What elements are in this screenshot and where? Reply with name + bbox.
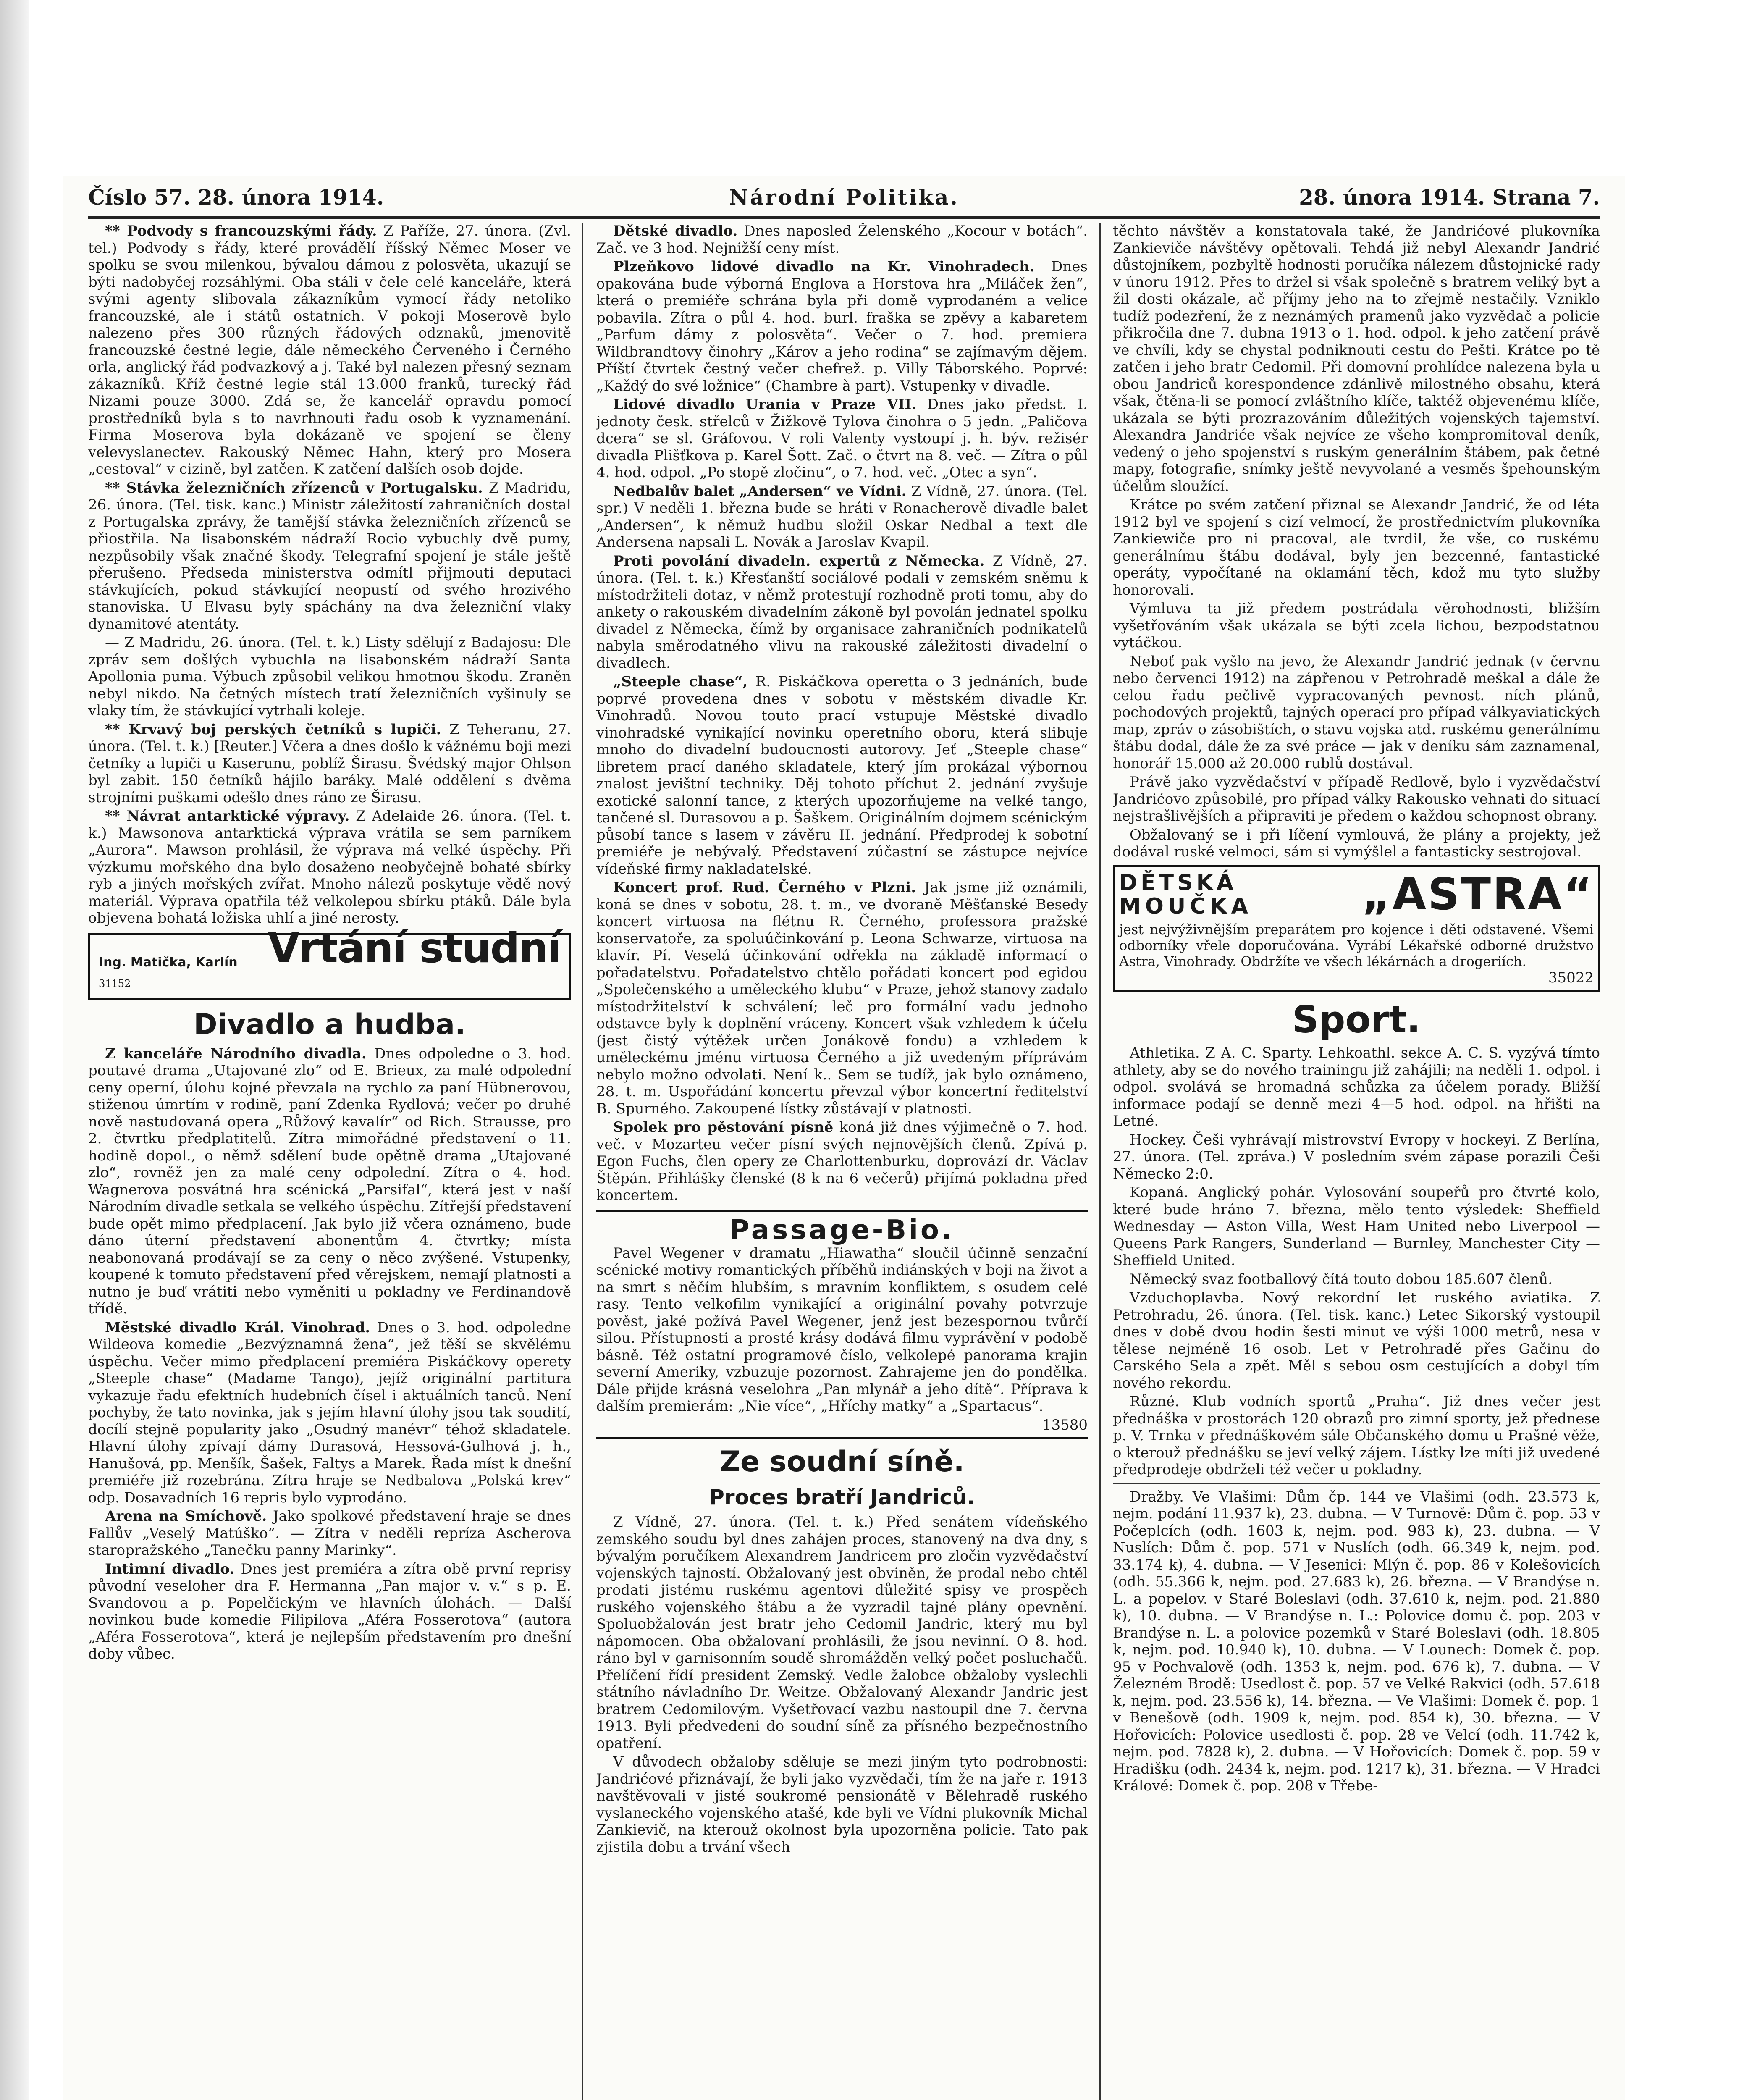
item-andersen: Nedbalův balet „Andersen“ ve Vídni. Z Vídně, 27. února. (Tel. spr.) V neděli 1. března bude se hráti v Ronacherově divadle balet „Andersen“, k němuž hudbu složil Oskar Nedbal a text dle Andersena napsali L. Novák a Jaroslav Kvapil. bbox=[596, 483, 1088, 551]
section-court: Ze soudní síně. bbox=[719, 1445, 965, 1478]
ad-astra-line2: MOUČKA bbox=[1119, 893, 1252, 919]
theatre-vinohrady: Městské divadlo Král. Vinohrad. Dnes o 3. hod. odpoledne Wildeova komedie „Bezvýznamná žena“, jež těší se skvělému úspěchu. Večer mimo předplacení premiéra Piskáčkovy operety „Steeple chase“ (Madame Tango), jejíž originální partitura vykazuje řadu efektních hudebních čísel i aktuálních tanců. Není pochyby, že tato novinka, jak s jejím hlavní úlohy jsou tak soudití, docílí stejně popularity jako „Osudný manévr“ téhož skladatele. Hlavní úlohy zpívají dámy Durasová, Hessová-Gulhová j. h., Hanušová, pp. Menšík, Šašek, Faltys a Marek. Řada míst k dnešní premiéře již rozebrána. Zítra hraje se Nedbalova „Polská krev“ odp. Dosavadních 16 repris bylo vyprodáno. bbox=[88, 1319, 571, 1506]
header-rule bbox=[88, 216, 1600, 219]
section-theatre: Divadlo a hudba. bbox=[194, 1008, 466, 1041]
column-2 bbox=[596, 223, 1088, 2100]
item-urania: Lidové divadlo Urania v Praze VII. Dnes jako předst. I. jednoty česk. střelců v Žižkově Tylova činohra o 5 jedn. „Paličova dcera“ se sl. Gráfovou. V roli Valenty vystoupí j. h. býv. režisér divadla Plišťkova p. Karel Šott. Zač. o čtvrt na 8. več. — Zítra o půl 4. hod. odpol. „Po stopě zločinu“, o 7. hod. več. „Otec a syn“. bbox=[596, 396, 1088, 481]
masthead bbox=[88, 185, 1600, 214]
paper-title: Národní Politika. bbox=[729, 185, 959, 210]
ad-astra bbox=[1113, 865, 1600, 993]
column-rule-2 bbox=[1099, 223, 1101, 2100]
column-3 bbox=[1113, 223, 1600, 2100]
article-portugal-strike: ** Stávka železničních zřízenců v Portugalsku. Z Madridu, 26. února. (Tel. tisk. kanc.) Ministr záležitostí zahraničních dostal z Portugalska zprávy, že tamější stávka železničních zřízenců se přiostřila. Na lisabonském nádraží Rocio vybuchly dvě pumy, nezpůsobily však značné škody. Telegrafní spojení je stále ještě přerušeno. Předseda ministerstva odmítl přijmouti deputaci stávkujících, pokud stávkující neopustí od svého hrozivého stanoviska. U Elvasu byly spáchány na dva železniční vlaky dynamitové atentáty. bbox=[88, 479, 571, 633]
court-body-2: V důvodech obžaloby sděluje se mezi jiným tyto podrobnosti: Jandrićové přiznávají, že byli jako vyzvědači, tím že na jaře r. 1913 navštěvovali v jisté soukromé pensionátě v Bělehradě ruského vyslaneckého vojenského atašé, kde byli ve Vídni plukovník Michal Zankievič, na kterouž okolnost byla upozorněna policie. Tato pak zjistila dobu a trvání všech bbox=[596, 1754, 1088, 1856]
sport-aviation: Vzduchoplavba. Nový rekordní let ruského aviatika. Z Petrohradu, 26. února. (Tel. tisk. kanc.) Letec Sikorský vystoupil dnes v době dvou hodin šesti minut ve výši 1000 metrů, nesa v tělese nejméně 16 osob. Let v Petrohradě přes Gačinu do Carského Sela a zpět. Měl s sebou osm cestujících a dobyl tím nového rekordu. bbox=[1113, 1289, 1600, 1391]
sport-football: Kopaná. Anglický pohár. Vylosování soupeřů pro čtvrté kolo, které bude hráno 7. března, mělo tento výsledek: Sheffield Wednesday — Aston Villa, West Ham United nebo Liverpool — Queens Park Rangers, Sunderland — Burnley, Manchester City — Sheffield United. bbox=[1113, 1184, 1600, 1269]
newspaper-page bbox=[63, 176, 1625, 2100]
scan-edge bbox=[0, 0, 29, 2100]
court-cont-1: těchto návštěv a konstatovala také, že Jandrićové plukovníka Zankieviče návštěvy opětovali. Tehdá již nebyl Alexandr Jandrić důstojníkem, pozbyltě hodnosti poručíka nálezem důstojnické rady v únoru 1912. Přes to držel si však společně s bratrem veliký byt a žil dosti okázale, ač příjmy jeho na to zřejmě nestačily. Vzniklo tudíž podezření, že z neznámých pramenů jako vyzvědač a policie přikročila dne 7. dubna 1913 o 1. hod. odpol. k jeho zatčení právě ve chvíli, kdy se chystal podniknouti cestu do Pešti. Krátce po tě zatčen i jeho bratr Cedomil. Při domovní prohlídce nalezena byla u obou Jandriců korespondence zdánlivě milostného obsahu, která však, čtěna-li se pomocí zvláštního klíče, taktéž objevenému klíče, ukázala se býti prozrazováním důležitých vojenských tajemství. Alexandra Jandriće však nejvíce ze všeho kompromitoval deník, vedený o jeho spojenství s ruským generálním štábem, pak četné mapy, fotografie, snímky ještě nevyvolané a vesměs špehounským účelům sloužící. bbox=[1113, 223, 1600, 495]
ad-astra-line1: DĚTSKÁ bbox=[1119, 870, 1237, 895]
theatre-arena: Arena na Smíchově. Jako spolkové představení hraje se dnes Fallův „Veselý Matúško“. — Zítra v neděli repríza Ascherova staropražského „Tanečku panny Marinky“. bbox=[88, 1508, 571, 1559]
column-1 bbox=[88, 223, 571, 2100]
court-body-1: Z Vídně, 27. února. (Tel. t. k.) Před senátem vídeňského zemského soudu byl dnes zahájen proces, stanovený na dva dny, s bývalým poručíkem Alexandrem Jandricem pro zločin vyzvědačství vojenských tajností. Obžalovaný jest obviněn, že prodal nebo chtěl prodati jistému ruskému agentovi důležité spisy ve prospěch ruského vojenského štábu a že vyzradil tajné plány opevnění. Spoluobžalován jest bratr jeho Cedomil Jandric, který mu byl nápomocen. Oba obžalovaní prohlásili, že jsou nevinní. O 8. hod. ráno byl v garnisonním soudě shromážděn velký počet posluchačů. Přelíčení řídí president Zemský. Vedle žalobce obžaloby vyslechli státního návladního Dr. Weitze. Obžalovaný Alexandr Jandric jest bratrem Cedomilovým. Vyšetřovací vazbu nastoupil dne 7. června 1913. Byli předvedeni do soudní síně za přísného bezpečnostního opatření. bbox=[596, 1514, 1088, 1752]
ad-company: Ing. Matička, Karlín bbox=[99, 955, 238, 970]
theatre-intimni: Intimní divadlo. Dnes jest premiéra a zítra obě první reprisy původní veseloher dra F. Hermanna „Pan major v. v.“ s p. E. Svandovou a p. Popelčickým ve hlavních úlohách. — Další novinkou bude komedie Filipilova „Aféra Fosserotova“ (autora „Aféra Fosserotova“, která je nejlepším představením pro dnešní doby vůbec. bbox=[88, 1560, 571, 1662]
date-page: 28. února 1914. Strana 7. bbox=[1299, 185, 1600, 210]
article-persia: ** Krvavý boj perských četníků s lupiči. Z Teheranu, 27. února. (Tel. t. k.) [Reuter.] Včera a dnes došlo k vážnému boji mezi četníky a lupiči u Kaserunu, poblíž Širasu. Švédský major Ohlson byl zabit. 150 četníků hájilo baráky. Malé oddělení s dvěma strojními puškami odešlo dnes ráno ze Širasu. bbox=[88, 721, 571, 806]
item-experts: Proti povolání divadeln. expertů z Německa. Z Vídně, 27. února. (Tel. t. k.) Křesťanští sociálové podali v zemském sněmu k místodržiteli dotaz, v němž protestují rozhodně proti tomu, aby do ankety o rakouském divadelním zákoně byl povolán jednatel spolku divadel z Německa, čímž by organisace zahraničních podnikatelů nabyla směrodatného vlivu na rakouské záležitosti divadelní o divadlech. bbox=[596, 552, 1088, 672]
theatre-national: Z kanceláře Národního divadla. Dnes odpoledne o 3. hod. poutavé drama „Utajované zlo“ od E. Brieux, za malé odpolední ceny operní, úlohu kojné převzala na rychlo za paní Hübnerovou, stiženou úmrtím v rodině, paní Zdenka Rydlová; večer po druhé nově nastudovaná opera „Růžový kavalír“ od Rich. Strausse, pro 2. čtvrtku předplatitelů. Zítra mimořádné představení o 11. hodině dopol., o němž sdělení bude opětně drama „Utajované zlo“, rovněž jen za malé ceny odpolední. Zítra o 4. hod. Wagnerova posvátná hra scénická „Parsifal“, která jest v naší Národním divadle setkala se velkého úspěchu. Zítřejší představení bude opět mimo předplacení. Jak bylo již včera oznámeno, bude dáno úterní představení abonentům 4. čtvrtky; místa neabonovaná prodávají se za ceny o něco zvýšené. Vstupenky, koupené k tomuto představení před věrejskem, nemají platnosti a nutno je buď vrátiti nebo vyměniti u pokladny ve Ferdinandově třídě. bbox=[88, 1045, 571, 1317]
sport-athletics: Athletika. Z A. C. Sparty. Lehkoathl. sekce A. C. S. vyzývá tímto athlety, aby se do nového trainingu již zahájili; na neděli 1. odpol. i odpol. svolává se hromadná schůzka za účelem porady. Bližší informace podají se denně mezi 4—5 hod. odpol. na hřišti na Letné. bbox=[1113, 1045, 1600, 1129]
ad-passage-bio-title: Passage-Bio. bbox=[729, 1214, 955, 1246]
court-cont-6: Obžalovaný se i při líčení vymlouvá, že plány a projekty, jež dodával ruské velmoci, sám si vymýšlel a fantasticky sestrojoval. bbox=[1113, 826, 1600, 860]
divider bbox=[1113, 1483, 1600, 1484]
issue-number: Číslo 57. 28. února 1914. bbox=[88, 185, 384, 210]
section-sport: Sport. bbox=[1292, 998, 1421, 1041]
ad-code: 31152 bbox=[99, 977, 131, 990]
item-concert-plzen: Koncert prof. Rud. Černého v Plzni. Jak jsme již oznámili, koná se dnes v sobotu, 28. t. m., ve dvoraně Měšťanské Besedy koncert virtuosa na flétnu R. Černého, professora pražské konservatoře, za spoluúčinkování p. Leona Schwarze, virtuosa na klavír. Pí. Veselá účinkování odřekla na základě informací o pořadatelstvu. Pořadatelstvo chtělo pořádati koncert pod egidou „Společenského a uměleckého klubu“ v Praze, jehož stanovy zadalo místodržitelství k schválení; leč pro formální vadu jednoho odstavce byly k doplnění vráceny. Koncert však vzhledem k účelu (jest čistý výtěžek určen Jonákově fondu) a vzhledem k uměleckému jménu virtuosa Černého a již uvedeným příprávám nebylo možno odvolati. Není k.. Sem se tudíž, jak bylo oznámeno, 28. t. m. Uspořádání koncertu převzal výbor koncertní ředitelství B. Spurného. Zakoupené lístky zůstávají v platnosti. bbox=[596, 879, 1088, 1117]
court-cont-2: Krátce po svém zatčení přiznal se Alexandr Jandrić, že od léta 1912 byl ve spojení s cizí velmocí, že prostřednictvím plukovníka Zankiewiče pro ni pracoval, ale tvrdil, že vše, co ruskému generálnímu štábu dodával, byly jen bezcenné, fantastické operáty, vypočítané na oklamání těch, kdož mu tyto služby honorovali. bbox=[1113, 496, 1600, 598]
court-subtitle: Proces bratří Jandriců. bbox=[709, 1485, 975, 1509]
item-childrens-theatre: Dětské divadlo. Dnes naposled Želenského „Kocour v botách“. Zač. ve 3 hod. Nejnižší ceny míst. bbox=[596, 223, 1088, 257]
item-song-society: Spolek pro pěstování písně koná již dnes výjimečně o 7. hod. več. v Mozarteu večer písní svých nejnovějších členů. Zpívá p. Egon Fuchs, člen opery ze Charlottenburku, doprovází dr. Václav Štěpán. Přihlášky členské (8 k na 6 večerů) přijímá pokladna před koncertem. bbox=[596, 1119, 1088, 1204]
ad-passage-bio-body: Pavel Wegener v dramatu „Hiawatha“ sloučil účinně senzační scénické motivy romantických příběhů indiánských v boji na život a na smrt s něčím hlubším, s mravním konfliktem, s osudem celé rasy. Tento velkofilm vynikající a originální povahy potvrzuje pověst, jaké požívá Pavel Wegener, jenž jest bezespornou tvůrčí silou. Přístupnosti a prosté krásy dodává filmu vyprávění v podobě básně. Též ostatní programové číslo, velkolepé panorama krajin severní Ameriky, vzbuzuje pozornost. Zahrajeme jen do pondělka. Dále přijde krásná veselohra „Pan mlynář a jeho dítě“. Příprava k dalším premierám: „Nie více“, „Hříchy matky“ a „Spartacus“. bbox=[596, 1244, 1088, 1415]
article-antarctic: ** Návrat antarktické výpravy. Z Adelaide 26. února. (Tel. t. k.) Mawsonova antarktická výprava vrátila se sem parníkem „Aurora“. Mawson prohlásil, že výprava má velké úspěchy. Při výzkumu mořského dna bylo dosaženo neobyčejně bohaté sbírky ryb a jiných mořských zvířat. Mnoho nálezů poskytuje vědě nový materiál. Výprava opatřila též velkolepou sbírku ptáků. Dále byla objevena bohatá ložiska uhlí a jiné nerosty. bbox=[88, 808, 571, 927]
court-cont-5: Právě jako vyzvědačství v případě Redlově, bylo i vyzvědačství Jandrićovo způsobilé, pro případ války Rakousko vehnati do situací nejstrašlivějších a připraviti je předem o každou schopnost obrany. bbox=[1113, 774, 1600, 824]
ad-astra-desc: jest nejvýživnějším preparátem pro kojence i děti odstavené. Všemi odborníky vřele doporučována. Vyrábí Lékařské odborné družstvo Astra, Vinohrady. Obdržíte ve všech lékárnách a drogeriích. bbox=[1119, 921, 1594, 969]
ad-astra-number: 35022 bbox=[1548, 969, 1594, 986]
auctions: Dražby. Ve Vlašimi: Dům čp. 144 ve Vlašimi (odh. 23.573 k, nejm. podání 11.937 k), 23. dubna. — V Turnově: Dům č. pop. 53 v Počeplcích (odh. 1603 k, nejm. pod. 983 k), 23. dubna. — V Nuslích: Dům č. pop. 571 v Nuslích (odh. 66.349 k, nejm. pod. 33.174 k), 4. dubna. — V Jesenici: Mlýn č. pop. 86 v Kolešovicích (odh. 55.366 k, nejm. pod. 27.683 k), 26. března. — V Brandýse n. L. a popelov. v Staré Boleslavi (odh. 37.610 k, nejm. pod. 21.880 k), 10. dubna. — V Brandýse n. L.: Polovice domu č. pop. 203 v Brandýse n. L. a polovice pozemků v Staré Boleslavi (odh. 18.805 k, nejm. pod. 10.940 k), 10. dubna. — V Lounech: Domek č. pop. 95 v Pochvalově (odh. 1353 k, nejm. pod. 676 k), 7. dubna. — V Železném Brodě: Usedlost č. pop. 57 ve Velké Rakvici (odh. 57.618 k, nejm. pod. 23.556 k), 14. března. — Ve Vlašimi: Domek č. pop. 1 v Benešově (odh. 1909 k, nejm. pod. 854 k), 30. března. — V Hořovicích: Polovice usedlosti č. pop. 28 ve Velcí (odh. 11.742 k, nejm. pod. 7828 k), 2. dubna. — V Hořovicích: Domek č. pop. 59 v Hradišku (odh. 2434 k, nejm. pod. 1217 k), 31. března. — V Hradci Králové: Domek č. pop. 208 v Třebe- bbox=[1113, 1488, 1600, 1794]
ad-passage-bio-number: 13580 bbox=[1042, 1416, 1088, 1433]
item-plzenkovo: Plzeňkovo lidové divadlo na Kr. Vinohradech. Dnes opakována bude výborná Englova a Horstova hra „Miláček žen“, která o premiéře schrána byla při domě vyprodaném a velice pobavila. Zítra o půl 4. hod. burl. fraška se zpěvy a kabaretem „Parfum dámy z polosvěta“. Večer o 7. hod. premiera Wildbrandtovy činohry „Károv a jeho rodina“ se zajímavým dějem. Příští čtvrtek čestný večer chefrež. p. Villy Táborského. Poprvé: „Každý do své ložnice“ (Chambre à part). Vstupenky v divadle. bbox=[596, 258, 1088, 394]
ad-astra-brand: „ASTRA“ bbox=[1362, 869, 1594, 920]
sport-hockey: Hockey. Češi vyhrávají mistrovství Evropy v hockeyi. Z Berlína, 27. února. (Tel. zpráva.) V posledním svém zápase porazili Češi Německo 2:0. bbox=[1113, 1131, 1600, 1182]
sport-misc: Různé. Klub vodních sportů „Praha“. Již dnes večer jest přednáška v prostorách 120 obrazů pro zimní sporty, jež přednese p. V. Trnka v přednáškovém sále Občanského domu u Prašné věže, o kterouž přednášku se jeví velký zájem. Lístky lze míti již uvedené předprodeje obdrželi též večer u pokladny. bbox=[1113, 1393, 1600, 1478]
article-fraud-orders: ** Podvody s francouzskými řády. Z Paříže, 27. února. (Zvl. tel.) Podvody s řády, které provádělí říšský Němec Moser ve spolku se svou milenkou, bývalou dámou z polosvěta, ukazují se býti nadobyčej rozsáhlými. Oba stáli v čele celé kanceláře, která svými agenty slibovala zákazníkům vymocí řády netoliko francouzské, ale i států ostatních. V pokoji Moserově bylo nalezeno přes 300 různých řádových odznaků, jmenovitě francouzské čestné legie, dále německého Červeného i Černého orla, anglický řád podvazkový a j. Také byl nalezen přesný seznam zákazníků. Kříž čestné legie stál 13.000 franků, turecký řád Nizami pouze 3000. Zdá se, že kancelář opravdu pomocí prostředníků byla s to navrhnouti řadu osob k vyznamenání. Firma Moserova byla dokázaně ve spojení se členy velevyslanectev. Rakouský Němec Hahn, který pro Mosera „cestoval“ v cizině, byl zatčen. K zatčení dalších osob dojde. bbox=[88, 223, 571, 478]
ad-headline: Vrtání studní bbox=[268, 924, 561, 972]
court-cont-4: Neboť pak vyšlo na jevo, že Alexandr Jandrić jednak (v červnu nebo červenci 1912) na zápřenou v Petrohradě meškal a dále že celou řadu pečlivě vypracovaných pevnost. ních plánů, pochodových projektů, tajných operací pro případ válkyaviatických map, zpráv o zásobištích, o stavu vojska atd. ruskému generálnímu štábu dodal, dále že za své práce — jak v deníku sám zaznamenal, honorář 15.000 až 20.000 rublů dostával. bbox=[1113, 653, 1600, 772]
column-rule-1 bbox=[582, 223, 583, 2100]
item-steeple-chase: „Steeple chase“, R. Piskáčkova operetta o 3 jednáních, bude poprvé provedena dnes v sobotu v městském divadle Kr. Vinohradů. Novou touto prací vstupuje Městské divadlo vinohradské vynikající novinku operetního oboru, která slibuje mnoho do divadelní budoucnosti autorovy. Jeť „Steeple chase“ libretem prací daného skladatele, který jím prokázal výbornou znalost jevištní techniky. Děj tohoto příchut 2. jednání zvyšuje exotické salonní tance, z kterých upozorňujeme na velké tango, tančené sl. Durasovou a p. Šaškem. Originálním dojmem scénickým působí tance s lasem v závěru II. jednání. Předprodej k sobotní premiéře je nebývalý. Představení zúčastní se zástupce nejvíce vídeňské firmy nakladatelské. bbox=[596, 673, 1088, 877]
article-madrid: — Z Madridu, 26. února. (Tel. t. k.) Listy sdělují z Badajosu: Dle zpráv sem došlých vybuchla na lisabonském nádraží Santa Apollonia puma. Výbuch způsobil velikou hmotnou škodu. Zraněn nebyl nikdo. Na četných místech tratí železničních vyšinuly se vlaky tím, že stávkující vytrhali koleje. bbox=[88, 634, 571, 719]
ad-passage-bio bbox=[596, 1210, 1088, 1439]
ad-well-drilling bbox=[88, 924, 571, 1000]
sport-german-union: Německý svaz footballový čítá touto dobou 185.607 členů. bbox=[1130, 1270, 1553, 1288]
court-cont-3: Výmluva ta již předem postrádala věrohodnosti, bližším vyšetřováním však ukázala se býti zcela lichou, bezpodstatnou vytáčkou. bbox=[1113, 600, 1600, 651]
